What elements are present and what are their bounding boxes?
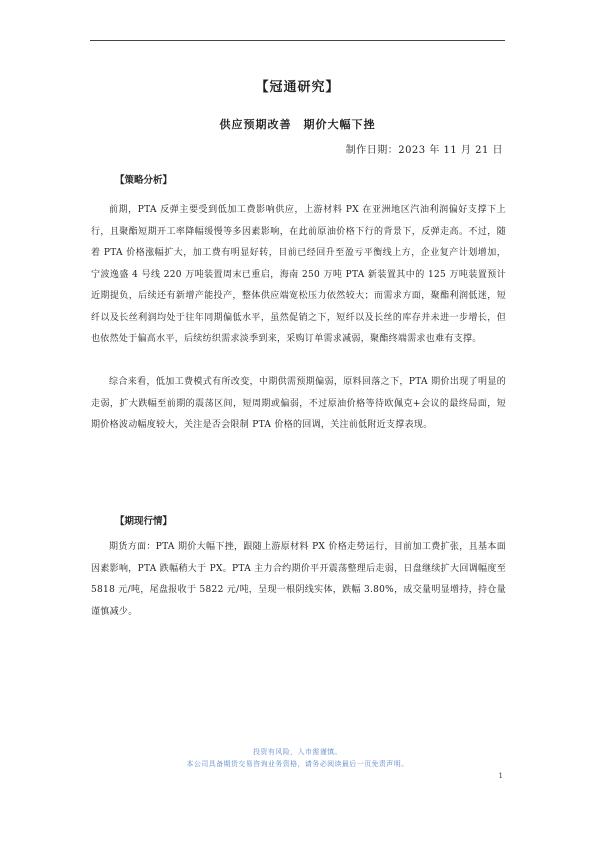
market-heading: 【期现行情】 xyxy=(115,516,173,527)
strategy-paragraph: 综合来看，低加工费模式有所改变，中期供需预期偏弱，原料回落之下，PTA 期价出现了明显的走弱，扩大跌幅至前期的震荡区间，短周期或偏弱，不过原油价格等待欧佩克+会议的最终局面，短期价格波动幅度较大，关注是否会限制 PTA 价格的回调，关注前低附近支撑表现。 xyxy=(91,377,506,430)
publish-date: 制作日期：2023 年 11 月 21 日 xyxy=(345,145,503,156)
strategy-heading: 【策略分析】 xyxy=(115,175,173,186)
page-number: 1 xyxy=(498,772,503,780)
market-paragraph: 期货方面：PTA 期价大幅下挫，跟随上游原材料 PX 价格走势运行，目前加工费扩张，且基本面因素影响，PTA 跌幅稍大于 PX。PTA 主力合约期价平开震荡整理后走弱，日盘继续扩大回调幅度至 5818 元/吨，尾盘报收于 5822 元/吨，呈现一根阴线实体，跌幅 3.80%，成交量明显增持，持仓量谨慎减少。 xyxy=(91,542,506,617)
qualification-disclaimer: 本公司具备期货交易咨询业务资格，请务必阅读最后一页免责声明。 xyxy=(186,760,409,768)
risk-disclaimer: 投资有风险，入市需谨慎。 xyxy=(253,748,342,756)
header-rule xyxy=(90,40,505,41)
strategy-paragraph: 前期，PTA 反弹主要受到低加工费影响供应，上游材料 PX 在亚洲地区汽油利润偏好支撑下上行，且聚酯短期开工率降幅缓慢等多因素影响，在此前原油价格下行的背景下，反弹走高。不过，随着 PTA 价格涨幅扩大，加工费有明显好转，目前已经回升至盈亏平衡线上方，企业复产计划增加，宁波逸盛 4 号线 220 万吨装置周末已重启，海南 250 万吨 PTA 新装置其中的 125 万吨装置预计近期提负，后续还有新增产能投产，整体供应端宽松压力依然较大；而需求方面，聚酯利润低迷，短纤以及长丝利润均处于往年同期偏低水平，虽然促销之下，短纤以及长丝的库存并未进一步增长，但也依然处于偏高水平，后续纺织需求淡季到来，采购订单需求减弱，聚酯终端需求也难有支撑。 xyxy=(91,205,506,344)
document-subtitle: 供应预期改善 期价大幅下挫 xyxy=(219,118,376,131)
document-title: 【冠通研究】 xyxy=(255,80,340,95)
